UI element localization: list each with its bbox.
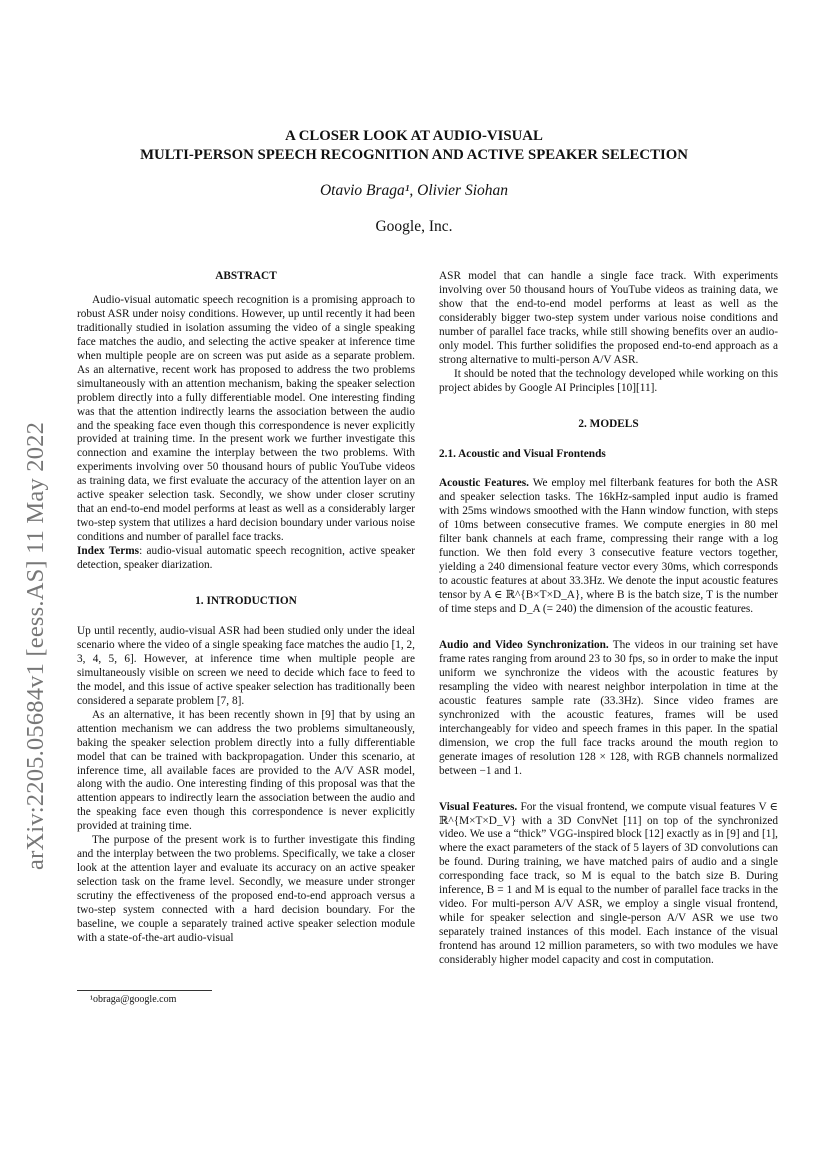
acoustic-features-text: We employ mel filterbank features for both the ASR and speaker selection tasks. The 16kHz-sampled input audio is framed with 25ms windows smoothed with the Hann window function, with steps of 10ms between consecutive frames. We compute energies in 80 mel filter bank channels at each frame, compressing their range with a log function. We then fold every 3 consecutive feature vectors together, yielding a 240 dimensional feature vector every 30ms, which corresponds to acoustic features at about 33.3Hz. We denote the input acoustic features tensor by A ∈ ℝ^{B×T×D_A}, where B is the batch size, T is the number of time steps and D_A (= 240) the dimension of the acoustic features. (439, 477, 778, 616)
visual-features-paragraph (439, 801, 778, 968)
acoustic-features-paragraph (439, 477, 778, 617)
title-line-2: MULTI-PERSON SPEECH RECOGNITION AND ACTIVE SPEAKER SELECTION (140, 147, 688, 163)
arxiv-identifier: arXiv:2205.05684v1 [eess.AS] 11 May 2022 (22, 421, 49, 870)
intro-continued-paragraph: ASR model that can handle a single face track. With experiments involving over 50 thousand hours of YouTube videos as training data, we show that the end-to-end model performs at least as well as the considerably bigger two-step system under various noise conditions and number of parallel face tracks, while still showing benefits over an audio-only model. This further solidifies the proposed end-to-end approach as a strong alternative to multi-person A/V ASR. (439, 270, 778, 366)
authors: Otavio Braga¹, Olivier Siohan (319, 182, 509, 199)
index-terms-text: : audio-visual automatic speech recognition, active speaker detection, speaker diarization. (77, 545, 415, 572)
visual-features-text: For the visual frontend, we compute visual features V ∈ ℝ^{M×T×D_V} with a 3D ConvNet [11] on top of the synchronized video. We use a “thick” VGG-inspired block [12] exactly as in [9] and [1], where the exact parameters of the stack of 5 layers of 3D convolutions can be found. During training, we have matched pairs of audio and a single corresponding face track, so M is equal to the batch size B. During inference, B = 1 and M is equal to the number of parallel face tracks in the video. For multi-person A/V ASR, we employ a single visual frontend, while for speaker selection and single-person A/V ASR we use two separately trained instances of this model. Each instance of the visual frontend has around 12 million parameters, so with two modules we have considerably higher model capacity and cost in computation. (439, 800, 779, 967)
index-terms (77, 545, 415, 573)
paper-title (0, 127, 828, 165)
footnote: ¹obraga@google.com (90, 994, 177, 1005)
title-line-1: A CLOSER LOOK AT AUDIO-VISUAL (285, 128, 543, 144)
av-sync-paragraph (439, 639, 778, 779)
abstract-text: Audio-visual automatic speech recognition is a promising approach to robust ASR under noisy conditions. However, up until recently it had been traditionally studied in isolation assuming the video of a single speaking face matches the audio, and selecting the active speaker at inference time when multiple people are on screen was put aside as a separate problem. As an alternative, recent work has proposed to address the two problems simultaneously with an attention mechanism, baking the speaker selection problem directly into a fully differentiable model. One interesting finding was that the attention indirectly learns the association between the audio and the speaking face even though this correspondence is never explicitly provided at training time. In the present work we further investigate this connection and examine the interplay between the two problems. With experiments involving over 50 thousand hours of public YouTube videos as training data, we first evaluate the accuracy of the attention layer on an active speaker selection task. Secondly, we show under closer scrutiny that an end-to-end model performs at least as well as a considerably larger two-step system that utilizes a hard decision boundary under various noise conditions and number of parallel face tracks. (77, 293, 415, 544)
models-heading: 2. MODELS (578, 417, 639, 430)
ai-principles-paragraph: It should be noted that the technology developed while working on this project abides by Google AI Principles [10][11]. (439, 367, 778, 394)
intro-paragraph-2: As an alternative, it has been recently shown in [9] that by using an attention mechanism we can address the two problems simultaneously, baking the speaker selection problem directly into a fully differentiable model that can be trained with backpropagation. Under this scenario, at inference time, all available faces are provided to the A/V ASR model, along with the audio. One interesting finding of this proposal was that the attention appears to indirectly learn the association between the audio and the speaking face even though this correspondence is never explicitly provided at training time. (77, 708, 415, 833)
left-column (77, 270, 415, 946)
intro-paragraph-1: Up until recently, audio-visual ASR had been studied only under the ideal scenario where the video of a single speaking face matches the audio [1, 2, 3, 4, 5, 6]. However, at inference time when multiple people are simultaneously visible on screen we need to decide which face to feed to the model, and this issue of active speaker selection has traditionally been considered a separate problem [7, 8]. (77, 624, 415, 707)
affiliation: Google, Inc. (375, 218, 453, 235)
intro-paragraph-3: The purpose of the present work is to further investigate this finding and the interplay between the two problems. Specifically, we take a closer look at the attention layer and evaluate its accuracy on an active speaker selection task on the frame level. Secondly, we measure under stronger scrutiny the effectiveness of the proposed end-to-end approach versus a two-step system connected with a hard decision boundary. For the baseline, we couple a separately trained active speaker selection module with a state-of-the-art audio-visual (77, 834, 415, 944)
right-column (439, 270, 778, 968)
footnote-rule (77, 990, 212, 991)
acoustic-features-heading: Acoustic Features. (439, 477, 530, 490)
index-terms-label: Index Terms (77, 545, 140, 558)
subsection-2-1-heading: 2.1. Acoustic and Visual Frontends (439, 447, 606, 460)
introduction-heading: 1. INTRODUCTION (195, 595, 297, 608)
av-sync-heading: Audio and Video Synchronization. (439, 639, 609, 652)
av-sync-text: The videos in our training set have frame rates ranging from around 23 to 30 fps, so in order to make the input uniform we synchronize the videos with the acoustic features by resampling the video with nearest neighbor interpolation in time at the acoustic features sample rate (33.3Hz). Since video frames are synchronized with the acoustic features, frames will be used interchangeably for video and speech frames in this paper. In the spatial dimension, we crop the full face tracks around the mouth region to generate images of resolution 128 × 128, with RGB channels normalized between −1 and 1. (439, 639, 779, 777)
visual-features-heading: Visual Features. (439, 800, 518, 813)
abstract-heading: ABSTRACT (215, 270, 277, 282)
